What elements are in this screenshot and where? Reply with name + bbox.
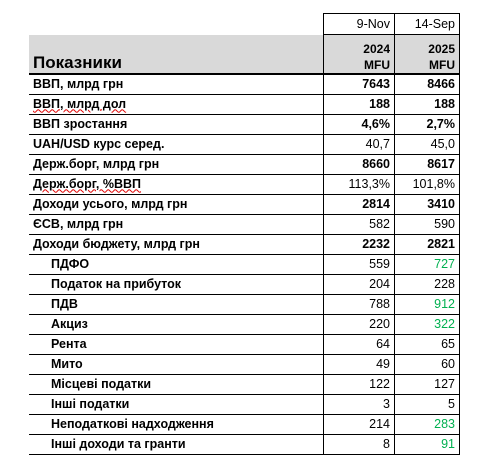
table-row (29, 254, 460, 274)
row-value-2024: 49 (324, 354, 395, 374)
row-label: ВВП, млрд грн (29, 74, 324, 95)
row-label: ПДФО (29, 254, 324, 274)
row-value-2025: 2,7% (395, 114, 460, 134)
table-row (29, 214, 460, 234)
col2-source: MFU (429, 57, 455, 72)
row-value-2024: 7643 (324, 74, 395, 95)
row-label: UAH/USD курс серед. (29, 134, 324, 154)
table-row (29, 194, 460, 214)
row-label: ВВП зростання (29, 114, 324, 134)
table-row (29, 274, 460, 294)
row-value-2024: 559 (324, 254, 395, 274)
row-value-2024: 122 (324, 374, 395, 394)
row-label: ЄСВ, млрд грн (29, 214, 324, 234)
table-row (29, 154, 460, 174)
col2-date: 14-Sep (395, 14, 460, 35)
header-row-dates (29, 14, 460, 35)
row-value-2024: 2232 (324, 234, 395, 254)
row-value-2025: 5 (395, 394, 460, 414)
row-label: Податок на прибуток (29, 274, 324, 294)
row-value-2025: 91 (395, 434, 460, 454)
row-value-2024: 582 (324, 214, 395, 234)
row-value-2024: 3 (324, 394, 395, 414)
row-value-2025: 912 (395, 294, 460, 314)
row-value-2024: 214 (324, 414, 395, 434)
table-row (29, 74, 460, 95)
table-row (29, 94, 460, 114)
row-value-2025: 283 (395, 414, 460, 434)
row-label: Доходи усього, млрд грн (29, 194, 324, 214)
row-value-2024: 2814 (324, 194, 395, 214)
table-row (29, 134, 460, 154)
table-row (29, 314, 460, 334)
row-label: Мито (29, 354, 324, 374)
row-value-2025: 228 (395, 274, 460, 294)
col1-date: 9-Nov (324, 14, 395, 35)
row-value-2024: 113,3% (324, 174, 395, 194)
row-value-2025: 8617 (395, 154, 460, 174)
row-value-2025: 60 (395, 354, 460, 374)
row-value-2024: 188 (324, 94, 395, 114)
row-label (29, 174, 324, 194)
row-value-2025: 2821 (395, 234, 460, 254)
row-value-2025: 188 (395, 94, 460, 114)
table-row (29, 114, 460, 134)
row-label (29, 94, 324, 114)
table-row (29, 174, 460, 194)
row-label-text: ВВП, млрд дол (33, 96, 127, 111)
row-label: Інші податки (29, 394, 324, 414)
header-blank (29, 14, 324, 35)
row-label: Рента (29, 334, 324, 354)
table-row (29, 234, 460, 254)
row-label: Держ.борг, млрд грн (29, 154, 324, 174)
row-label: ПДВ (29, 294, 324, 314)
row-value-2025: 8466 (395, 74, 460, 95)
row-value-2024: 8 (324, 434, 395, 454)
row-label: Місцеві податки (29, 374, 324, 394)
table-title: Показники (29, 35, 324, 74)
col2-year: 2025 (428, 41, 455, 56)
row-value-2025: 3410 (395, 194, 460, 214)
row-label: Інші доходи та гранти (29, 434, 324, 454)
row-value-2024: 204 (324, 274, 395, 294)
row-value-2024: 220 (324, 314, 395, 334)
table-row (29, 394, 460, 414)
table-row (29, 354, 460, 374)
row-value-2024: 64 (324, 334, 395, 354)
row-value-2025: 322 (395, 314, 460, 334)
header-row-titles (29, 35, 460, 74)
row-value-2024: 788 (324, 294, 395, 314)
row-value-2024: 4,6% (324, 114, 395, 134)
table-row (29, 334, 460, 354)
row-value-2025: 65 (395, 334, 460, 354)
row-value-2025: 101,8% (395, 174, 460, 194)
row-value-2024: 40,7 (324, 134, 395, 154)
col1-year: 2024 (363, 41, 390, 56)
table-row (29, 414, 460, 434)
row-value-2024: 8660 (324, 154, 395, 174)
col1-source: MFU (364, 57, 390, 72)
row-label: Неподаткові надходження (29, 414, 324, 434)
row-value-2025: 127 (395, 374, 460, 394)
row-label-text: Держ.борг, %ВВП (33, 176, 142, 191)
col1-header (324, 35, 395, 74)
row-value-2025: 727 (395, 254, 460, 274)
table-row (29, 374, 460, 394)
indicators-table (29, 13, 460, 455)
table-row (29, 434, 460, 454)
col2-header (395, 35, 460, 74)
row-value-2025: 45,0 (395, 134, 460, 154)
row-label: Акциз (29, 314, 324, 334)
table-row (29, 294, 460, 314)
row-label: Доходи бюджету, млрд грн (29, 234, 324, 254)
row-value-2025: 590 (395, 214, 460, 234)
